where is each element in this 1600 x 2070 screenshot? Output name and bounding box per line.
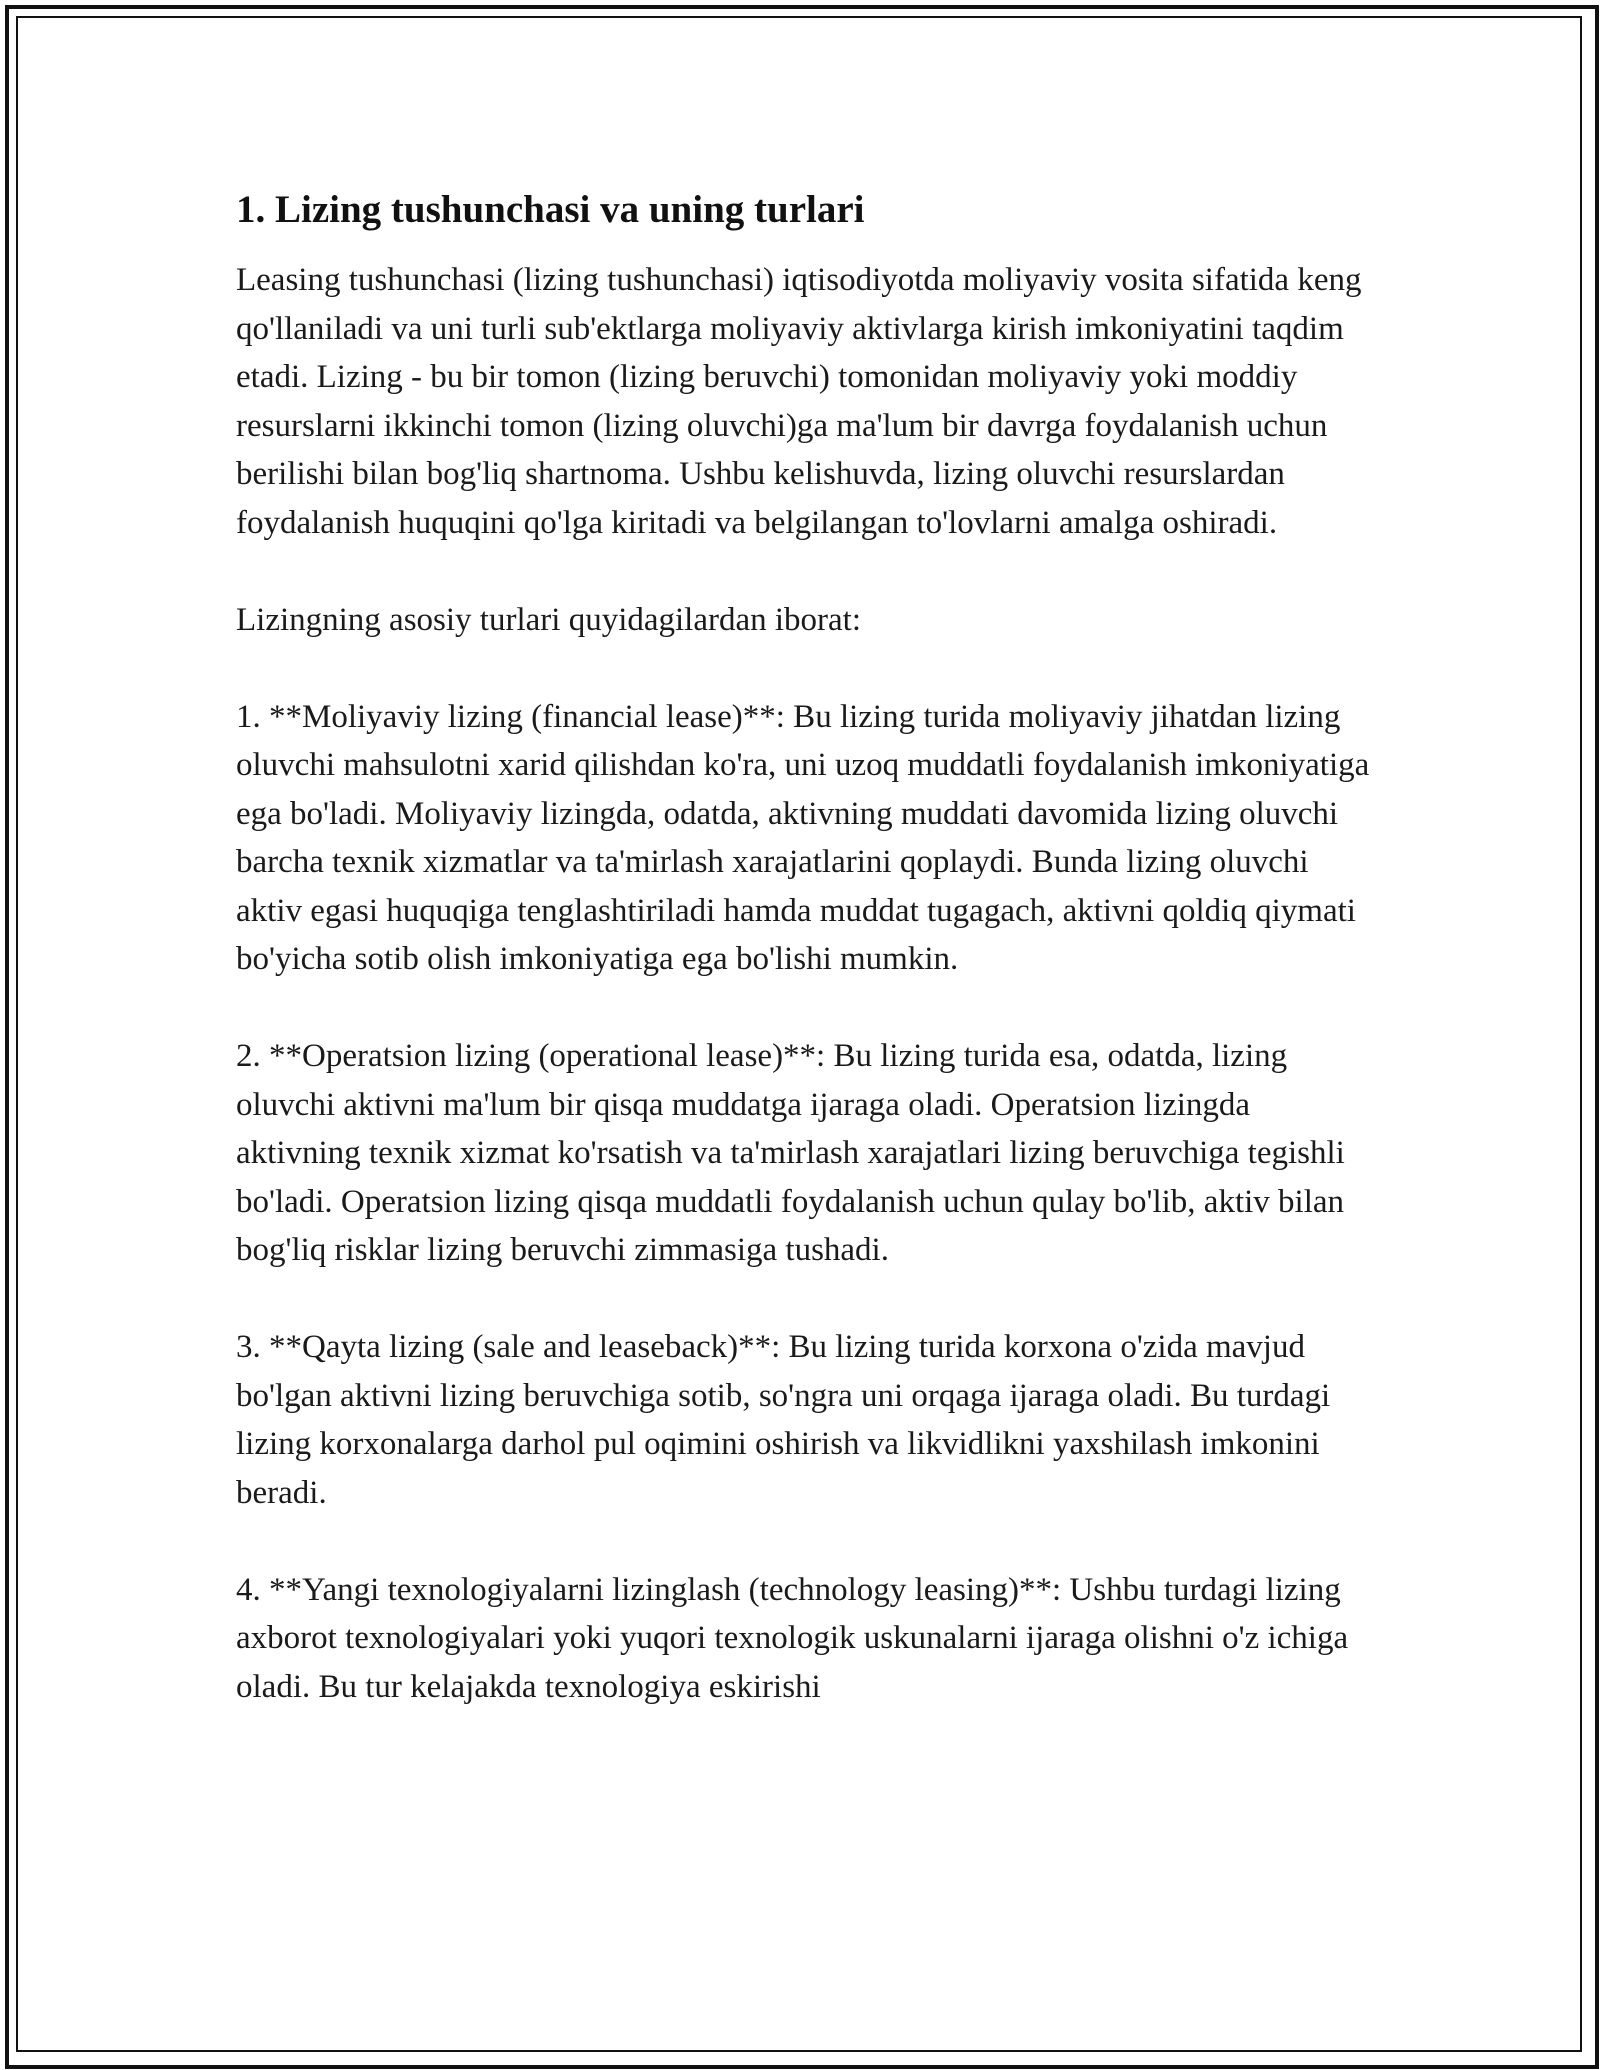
operational-lease-paragraph: 2. **Operatsion lizing (operational lease)**: Bu lizing turida esa, odatda, lizing oluvchi aktivni ma'lum bir qisqa muddatga ijaraga oladi. Operatsion lizingda aktivning texnik xizmat ko'rsatish va ta'mirlash xarajatlari lizing beruvchiga tegishli bo'ladi. Operatsion lizing qisqa muddatli foydalanish uchun qulay bo'lib, aktiv bilan bog'liq risklar lizing beruvchi zimmasiga tushadi. (236, 1038, 1345, 1268)
sale-leaseback-paragraph: 3. **Qayta lizing (sale and leaseback)**: Bu lizing turida korxona o'zida mavjud bo'lgan aktivni lizing beruvchiga sotib, so'ngra uni orqaga ijaraga oladi. Bu turdagi lizing korxonalarga darhol pul oqimini oshirish va likvidlikni yaxshilash imkonini beradi. (236, 1329, 1331, 1511)
document-body (236, 186, 1376, 1760)
financial-lease-paragraph: 1. **Moliyaviy lizing (financial lease)**: Bu lizing turida moliyaviy jihatdan lizing oluvchi mahsulotni xarid qilishdan ko'ra, uni uzoq muddatli foydalanish imkoniyatiga ega bo'ladi. Moliyaviy lizingda, odatda, aktivning muddati davomida lizing oluvchi barcha texnik xizmatlar va ta'mirlash xarajatlarini qoplaydi. Bunda lizing oluvchi aktiv egasi huquqiga tenglashtiriladi hamda muddat tugagach, aktivni qoldiq qiymati bo'yicha sotib olish imkoniyatiga ega bo'lishi mumkin. (236, 698, 1370, 977)
intro-paragraph: Leasing tushunchasi (lizing tushunchasi) iqtisodiyotda moliyaviy vosita sifatida keng qo'llaniladi va uni turli sub'ektlarga moliyaviy aktivlarga kirish imkoniyatini taqdim etadi. Lizing - bu bir tomon (lizing beruvchi) tomonidan moliyaviy yoki moddiy resurslarni ikkinchi tomon (lizing oluvchi)ga ma'lum bir davrga foydalanish uchun berilishi bilan bog'liq shartnoma. Ushbu kelishuvda, lizing oluvchi resurslardan foydalanish huquqini qo'lga kiritadi va belgilangan to'lovlarni amalga oshiradi. (236, 262, 1362, 541)
section-title: 1. Lizing tushunchasi va uning turlari (236, 188, 865, 231)
types-intro-paragraph: Lizingning asosiy turlari quyidagilardan iborat: (236, 601, 862, 638)
technology-leasing-paragraph: 4. **Yangi texnologiyalarni lizinglash (technology leasing)**: Ushbu turdagi lizing axborot texnologiyalari yoki yuqori texnologik uskunalarni ijaraga olishni o'z ichiga oladi. Bu tur kelajakda texnologiya eskirishi (236, 1571, 1349, 1705)
